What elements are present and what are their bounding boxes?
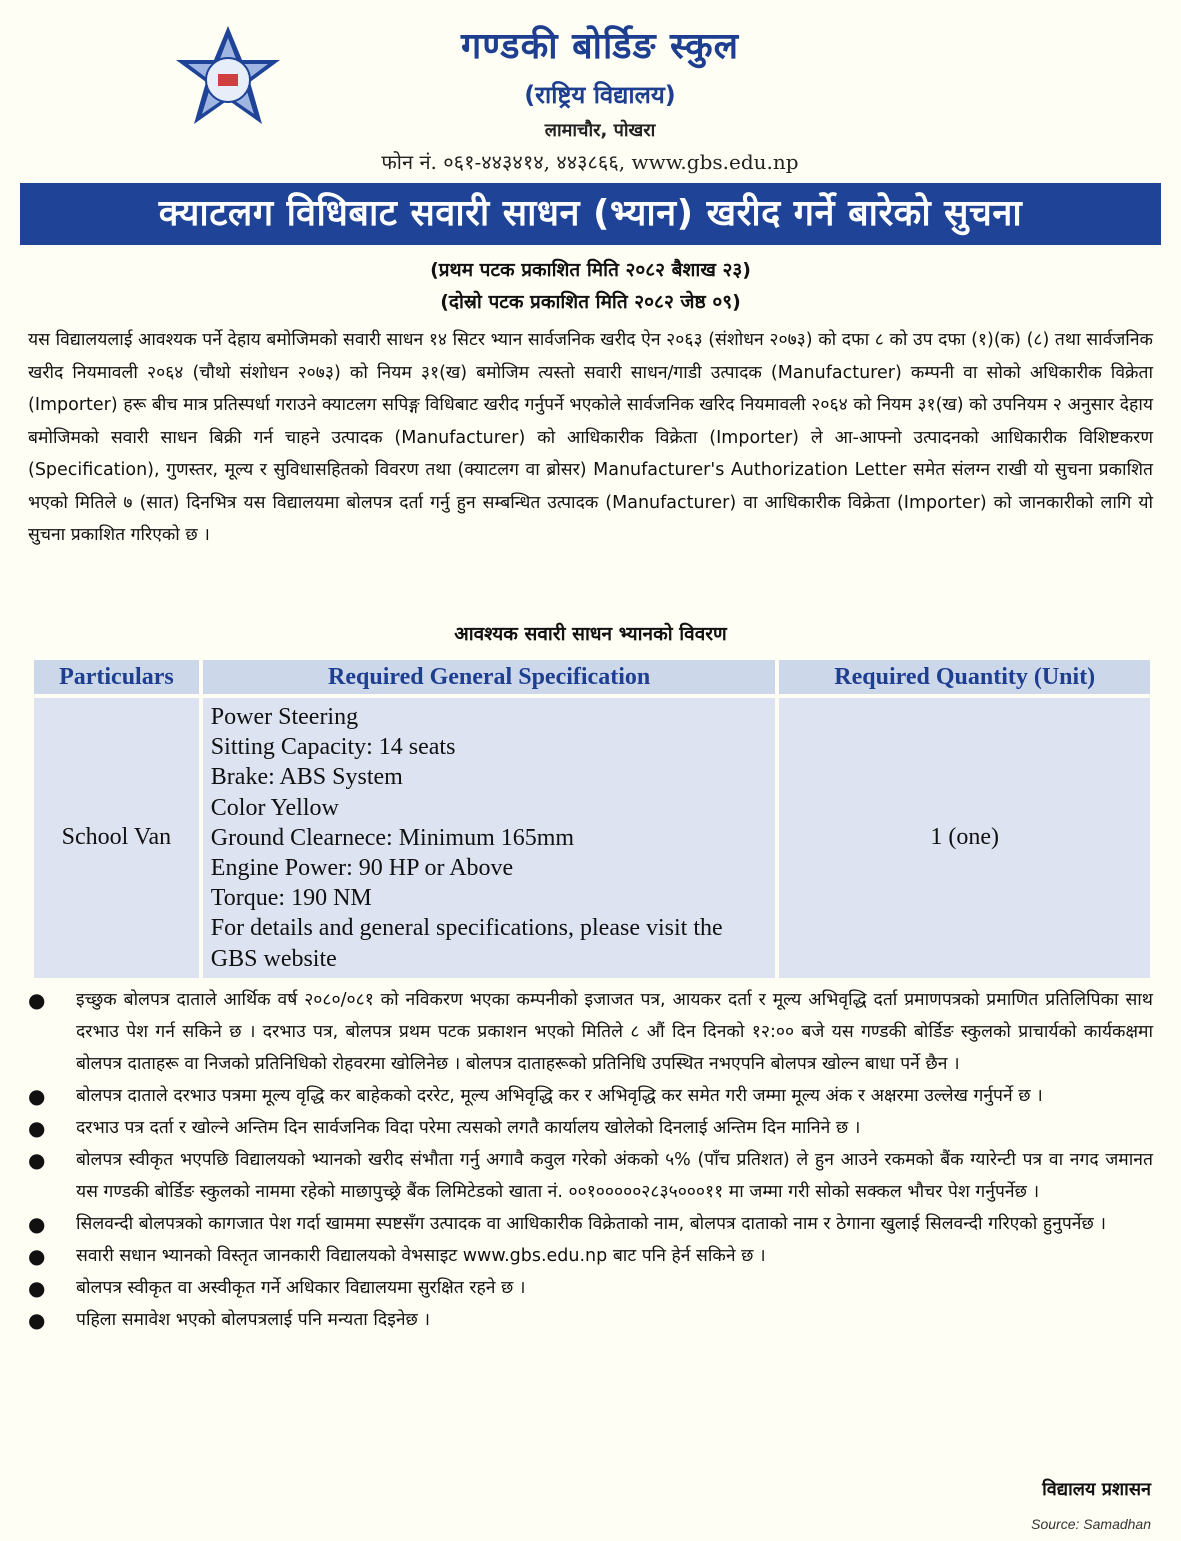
rule-text: बोलपत्र दाताले दरभाउ पत्रमा मूल्य वृद्धि कर बाहेकको दररेट, मूल्य अभिवृद्धि कर र अभिवृद्धि कर समेत गरी जम्मा मूल्य अंक र अक्षरमा उल्लेख गर्नुपर्ने छ । [76, 1086, 1043, 1106]
table-row [34, 698, 1150, 978]
bullet-icon: ● [28, 1244, 46, 1268]
list-item [28, 1080, 1153, 1112]
rule-text: सवारी सधान भ्यानको विस्तृत जानकारी विद्यालयको वेभसाइट www.gbs.edu.np बाट पनि हेर्न सकिने छ । [76, 1246, 766, 1266]
first-published-date: (प्रथम पटक प्रकाशित मिति २०८२ बैशाख २३) [430, 259, 751, 281]
bullet-icon: ● [28, 1212, 46, 1236]
bullet-icon: ● [28, 988, 46, 1012]
list-item [28, 1144, 1153, 1208]
school-subtitle: (राष्ट्रिय विद्यालय) [524, 81, 676, 109]
notice-intro-paragraph: यस विद्यालयलाई आवश्यक पर्ने देहाय बमोजिमको सवारी साधन १४ सिटर भ्यान सार्वजनिक खरीद ऐन २०६३ (संशोधन २०७३) को दफा ८ को उप दफा (१)(क) (८) तथा सार्वजनिक खरीद नियमावली २०६४ (चौथो संशोधन २०७३) को नियम ३१(ख) बमोजिम त्यस्तो सवारी साधन/गाडी उत्पादक (Manufacturer) कम्पनी वा सोको अधिकारीक विक्रेता (Importer) हरू बीच मात्र प्रतिस्पर्धा गराउने क्याटलग सपिङ्ग विधिबाट खरीद गर्नुपर्ने भएकोले सार्वजनिक खरिद नियमावली २०६४ को नियम ३१(ख) को उपनियम २ अनुसार देहाय बमोजिमको सवारी साधन बिक्री गर्न चाहने उत्पादक (Manufacturer) को आधिकारीक विक्रेता (Importer) ले आ-आफ्नो उत्पादनको आधिकारीक विशिष्टकरण (Specification), गुणस्तर, मूल्य र सुविधासहितको विवरण तथा (क्याटलग वा ब्रोसर) Manufacturer's Authorization Letter समेत संलग्न राखी यो सुचना प्रकाशित भएको मितिले ७ (सात) दिनभित्र यस विद्यालयमा बोलपत्र दर्ता गर्नु हुन सम्बन्धित उत्पादक (Manufacturer) वा आधिकारीक विक्रेता (Importer) को जानकारीको लागि यो सुचना प्रकाशित गरिएको छ । [28, 330, 1153, 545]
source-credit: Source: Samadhan [1031, 1516, 1151, 1532]
bullet-icon: ● [28, 1084, 46, 1108]
bullet-icon: ● [28, 1276, 46, 1300]
column-header-particulars: Particulars [34, 660, 199, 694]
spec-line: Power Steering [210, 704, 359, 730]
spec-line: Ground Clearnece: Minimum 165mm [210, 824, 575, 851]
bullet-icon: ● [28, 1116, 46, 1140]
list-item [28, 1304, 1153, 1336]
notice-title: क्याटलग विधिबाट सवारी साधन (भ्यान) खरीद गर्ने बारेको सुचना [20, 183, 1161, 245]
spec-line: For details and general specifications, please visit the GBS website [210, 915, 723, 972]
cell-specifications [203, 698, 776, 978]
conditions-list [28, 984, 1153, 1336]
second-published-date: (दोस्रो पटक प्रकाशित मिति २०८२ जेष्ठ ०९) [440, 291, 741, 313]
spec-line: Sitting Capacity: 14 seats [210, 734, 456, 761]
list-item [28, 984, 1153, 1080]
list-item [28, 1240, 1153, 1272]
list-item [28, 1272, 1153, 1304]
rule-text: सिलवन्दी बोलपत्रको कागजात पेश गर्दा खाममा स्पष्टसँग उत्पादक वा आधिकारीक विक्रेताको नाम, बोलपत्र दाताको नाम र ठेगाना खुलाई सिलवन्दी गरिएको हुनुपर्नेछ । [76, 1214, 1106, 1234]
cell-quantity: 1 (one) [779, 698, 1150, 978]
school-logo-star-icon [172, 24, 284, 136]
rule-text: दरभाउ पत्र दर्ता र खोल्ने अन्तिम दिन सार्वजनिक विदा परेमा त्यसको लगतै कार्यालय खोलेको दिनलाई अन्तिम दिन मानिने छ । [76, 1118, 861, 1138]
spec-table [30, 656, 1154, 982]
rule-text: बोलपत्र स्वीकृत वा अस्वीकृत गर्ने अधिकार विद्यालयमा सुरक्षित रहने छ । [76, 1278, 526, 1298]
spec-table-header-row [34, 660, 1150, 694]
spec-table-heading: आवश्यक सवारी साधन भ्यानको विवरण [454, 623, 727, 645]
list-item [28, 1112, 1153, 1144]
bullet-icon: ● [28, 1308, 46, 1332]
cell-particular: School Van [34, 698, 199, 978]
spec-line: Color Yellow [210, 794, 339, 821]
spec-line: Engine Power: 90 HP or Above [210, 855, 514, 882]
spec-line: Torque: 190 NM [210, 885, 372, 912]
school-address: लामाचौर, पोखरा [544, 120, 656, 141]
signoff: विद्यालय प्रशासन [1042, 1479, 1151, 1500]
list-item [28, 1208, 1153, 1240]
rule-text: बोलपत्र स्वीकृत भएपछि विद्यालयको भ्यानको खरीद संभौता गर्नु अगावै कवुल गरेको अंकको ५% (पाँच प्रतिशत) ले हुन आउने रकमको बैंक ग्यारेन्टी पत्र वा नगद जमानत यस गण्डकी बोर्डिङ स्कुलको नाममा रहेको माछापुच्छ्रे बैंक लिमिटेडको खाता नं. ००१०००००२८३५०००११ मा जम्मा गरी सोको सक्कल भौचर पेश गर्नुपर्नेछ । [76, 1150, 1153, 1202]
column-header-quantity: Required Quantity (Unit) [779, 660, 1150, 694]
rule-text: पहिला समावेश भएको बोलपत्रलाई पनि मन्यता दिइनेछ । [76, 1310, 430, 1330]
bullet-icon: ● [28, 1148, 46, 1172]
rule-text: इच्छुक बोलपत्र दाताले आर्थिक वर्ष २०८०/०८१ को नविकरण भएका कम्पनीको इजाजत पत्र, आयकर दर्ता र मूल्य अभिवृद्धि दर्ता प्रमाणपत्रको प्रमाणित प्रतिलिपिका साथ दरभाउ पेश गर्न सकिने छ । दरभाउ पत्र, बोलपत्र प्रथम पटक प्रकाशन भएको मितिले ८ औं दिन दिनको १२:०० बजे यस गण्डकी बोर्डिङ स्कुलको प्राचार्यको कार्यकक्षमा बोलपत्र दाताहरू वा निजको प्रतिनिधिको रोहवरमा खोलिनेछ । बोलपत्र दाताहरूको प्रतिनिधि उपस्थित नभएपनि बोलपत्र खोल्न बाधा पर्ने छैन । [76, 990, 1153, 1074]
column-header-specification: Required General Specification [203, 660, 776, 694]
notice-header [0, 0, 1181, 182]
spec-line: Brake: ABS System [210, 764, 403, 791]
school-phone: फोन नं. ०६१-४४३४१४, ४४३८६६, www.gbs.edu.np [381, 150, 799, 174]
school-name: गण्डकी बोर्डिङ स्कुल [460, 26, 740, 67]
